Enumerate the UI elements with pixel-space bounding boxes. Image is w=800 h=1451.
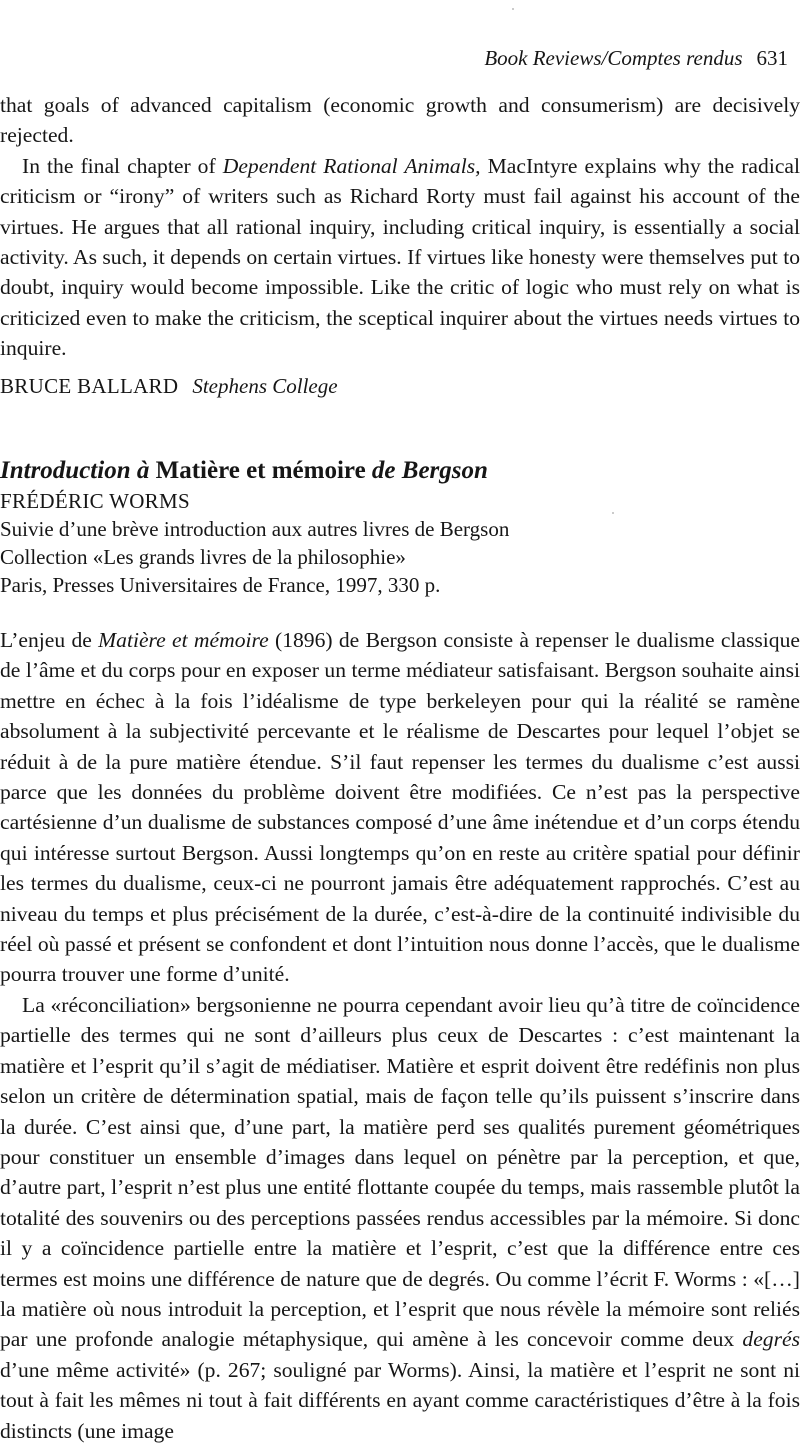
text-run: MacIntyre explains why the radical criticism or “irony” of writers such as Richard Rorty must fail against his account of the virtues. He argues that all rational inquiry, including critical inquiry, is essentially a social activity. As such, it depends on certain virtues. If virtues like honesty were themselves put to doubt, inquiry would become impossible. Like the critic of logic who must rely on what is criticized even to make the criticism, the sceptical inquirer about the virtues needs virtues to inquire. [0,153,800,361]
text-run: that goals of advanced capitalism (economic growth and consumerism) are decisively rejected. [0,93,800,148]
review-body-text [0,625,800,1446]
text-run: La «réconciliation» bergsonienne ne pourra cependant avoir lieu qu’à titre de coïncidence partielle des termes qui ne sont d’ailleurs plus ceux de Descartes : c’est maintenant la matière et l’esprit qu’il s’agit de médiatiser. Matière et esprit doivent être redéfinis non plus selon un critère de détermination spatial, mais de façon telle qu’ils puissent s’inscrire dans la durée. C’est ainsi que, d’une part, la matière perd ses qualités purement géométriques pour constituer un ensemble d’images dans lequel on pénètre par la perception, et que, d’autre part, l’esprit n’est plus une entité flottante coupée du temps, mais rassemble plutôt la totalité des souvenirs ou des perceptions passées rendus accessibles par la mémoire. Si donc il y a coïncidence partielle entre la matière et l’esprit, c’est que la différence entre ces termes est moins une différence de nature que de degrés. Ou comme l’écrit F. Worms : «[…] la matière où nous introduit la perception, et l’esprit que nous révèle la mémoire sont reliés par une profonde analogie métaphysique, qui amène à les concevoir comme deux [0,992,800,1352]
reviewer-institution: Stephens College [192,374,338,398]
previous-review-text [0,90,800,364]
book-author: FRÉDÉRIC WORMS [0,489,190,513]
text-run: In the final chapter of [22,153,223,178]
italic-text: Dependent Rational Animals, [222,153,481,178]
reviewer-signature [0,372,338,400]
running-head [484,44,788,72]
body-paragraph [0,990,800,1446]
text-run: (1896) de Bergson consiste à repenser le dualisme classique de l’âme et du corps pour en exposer un terme médiateur satisfaisant. Bergson souhaite ainsi mettre en échec à la fois l’idéalisme de type berkeleyen pour qui la réalité se ramène absolument à la subjectivité percevante et le réalisme de Descartes pour lequel l’objet se réduit à de la pure matière étendue. S’il faut repenser les termes du dualisme c’est aussi parce que les données du problème doivent être modifiées. Ce n’est pas la perspective cartésienne d’un dualisme de substances composé d’une âme inétendue et d’un corps étendu qui intéresse surtout Bergson. Aussi longtemps qu’on en reste au critère spatial pour définir les termes du dualisme, ceux-ci ne pourront jamais être adéquatement rapprochés. C’est au niveau du temps et plus précisément de la durée, c’est-à-dire de la continuité indivisible du réel où passé et présent se confondent et dont l’intuition nous donne l’accès, que le dualisme pourra trouver une forme d’unité. [0,628,800,987]
review-title-book: Matière et mémoire [155,457,366,484]
book-publication: Paris, Presses Universitaires de France, 1997, 330 p. [0,573,441,597]
book-collection: Collection «Les grands livres de la philosophie» [0,545,406,569]
page-number: 631 [756,46,788,70]
italic-text: degrés [742,1327,800,1352]
body-paragraph [0,625,800,990]
review-title [0,455,800,487]
scan-speck [512,8,514,10]
text-run: L’enjeu de [0,628,99,652]
review-title-italic-suffix: de Bergson [371,457,488,484]
review-header [0,455,800,599]
italic-text: Matière et mémoire [98,628,269,652]
review-title-italic-prefix: Introduction à [0,457,150,484]
reviewer-name: BRUCE BALLARD [0,374,179,398]
text-run: d’une même activité» (p. 267; souligné par Worms). Ainsi, la matière et l’esprit ne sont ni tout à fait les mêmes ni tout à fait différents en ayant comme caractéristiques d’être à la fois distincts (une image [0,1357,800,1443]
running-head-title: Book Reviews/Comptes rendus [484,46,743,70]
body-paragraph [0,151,800,364]
book-subtitle: Suivie d’une brève introduction aux autres livres de Bergson [0,517,510,541]
body-paragraph [0,90,800,151]
